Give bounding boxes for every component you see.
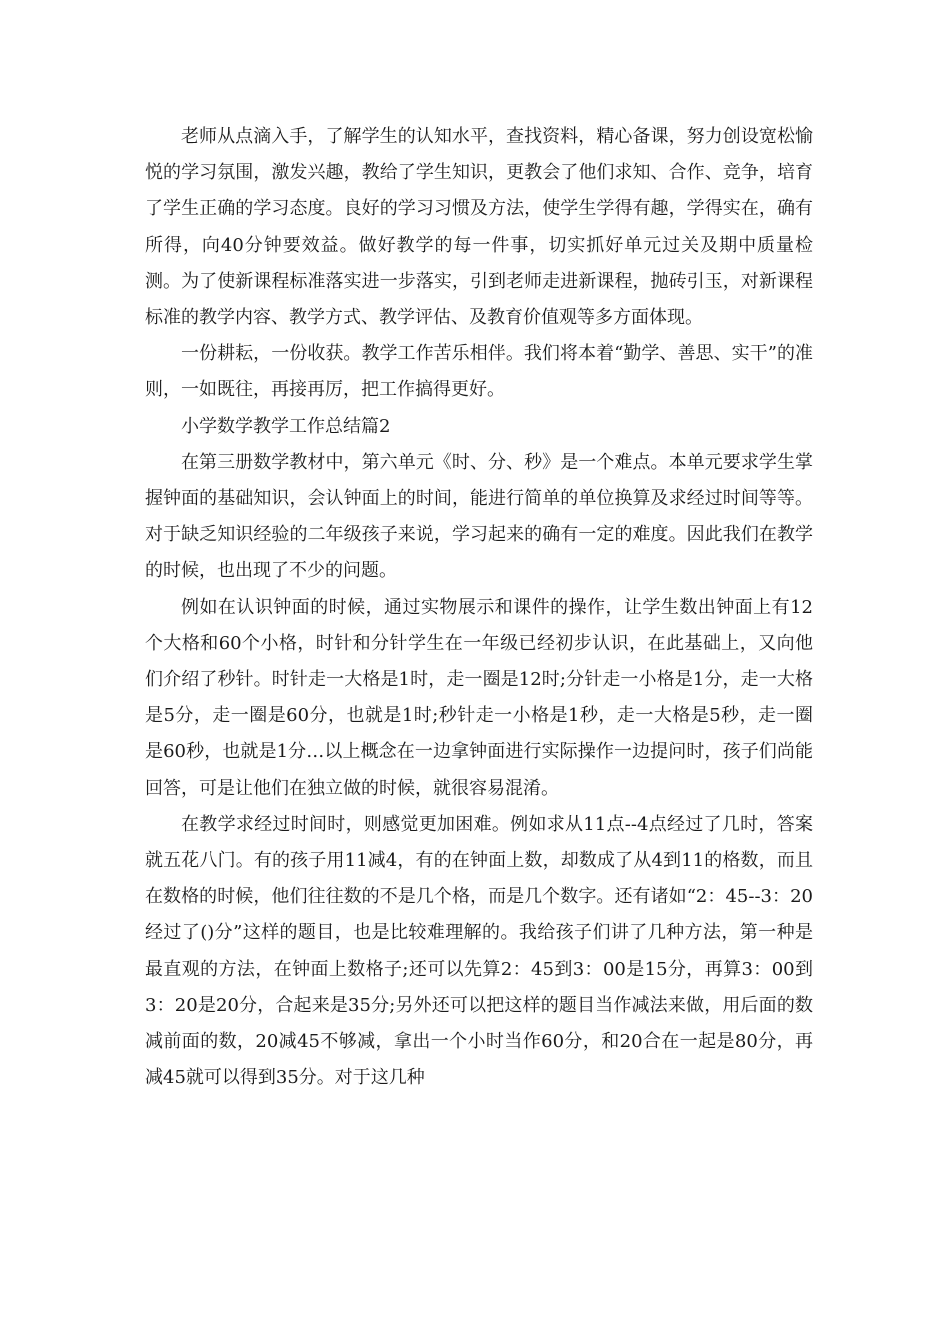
paragraph-elapsed-time: 在教学求经过时间时，则感觉更加困难。例如求从11点--4点经过了几时，答案就五花八门。有的孩子用11减4，有的在钟面上数，却数成了从4到11的格数，而且在数格的时候，他们往往数的不是几个格，而是几个数字。还有诸如“2：45--3：20经过了()分”这样的题目，也是比较难理解的。我给孩子们讲了几种方法，第一种是最直观的方法，在钟面上数格子;还可以先算2：45到3：00是15分，再算3：00到3：20是20分，合起来是35分;另外还可以把这样的题目当作减法来做，用后面的数减前面的数，20减45不够减，拿出一个小时当作60分，和20合在一起是80分，再减45就可以得到35分。对于这几种 (145, 813, 813, 1089)
paragraph-teaching-approach: 老师从点滴入手，了解学生的认知水平，查找资料，精心备课，努力创设宽松愉悦的学习氛围，激发兴趣，教给了学生知识，更教会了他们求知、合作、竞争，培育了学生正确的学习态度。良好的学习习惯及方法，使学生学得有趣，学得实在，确有所得，向40分钟要效益。做好教学的每一件事，切实抓好单元过关及期中质量检测。为了使新课程标准落实进一步落实，引到老师走进新课程，抛砖引玉，对新课程标准的教学内容、教学方式、教学评估、及教育价值观等多方面体现。 (145, 126, 813, 329)
paragraph-unit-difficulty: 在第三册数学教材中，第六单元《时、分、秒》是一个难点。本单元要求学生掌握钟面的基础知识，会认钟面上的时间，能进行简单的单位换算及求经过时间等等。对于缺乏知识经验的二年级孩子来说，学习起来的确有一定的难度。因此我们在教学的时候，也出现了不少的问题。 (145, 451, 813, 582)
document-body (145, 119, 813, 1096)
paragraph-conclusion: 一份耕耘，一份收获。教学工作苦乐相伴。我们将本着“勤学、善思、实干”的准则，一如既往，再接再厉，把工作搞得更好。 (145, 343, 813, 401)
section-title: 小学数学教学工作总结篇2 (181, 415, 391, 437)
paragraph-clock-face: 例如在认识钟面的时候，通过实物展示和课件的操作，让学生数出钟面上有12个大格和60个小格，时针和分针学生在一年级已经初步认识，在此基础上，又向他们介绍了秒针。时针走一大格是1时，走一圈是12时;分针走一小格是1分，走一大格是5分，走一圈是60分，也就是1时;秒针走一小格是1秒，走一大格是5秒，走一圈是60秒，也就是1分…以上概念在一边拿钟面进行实际操作一边提问时，孩子们尚能回答，可是让他们在独立做的时候，就很容易混淆。 (145, 596, 813, 799)
